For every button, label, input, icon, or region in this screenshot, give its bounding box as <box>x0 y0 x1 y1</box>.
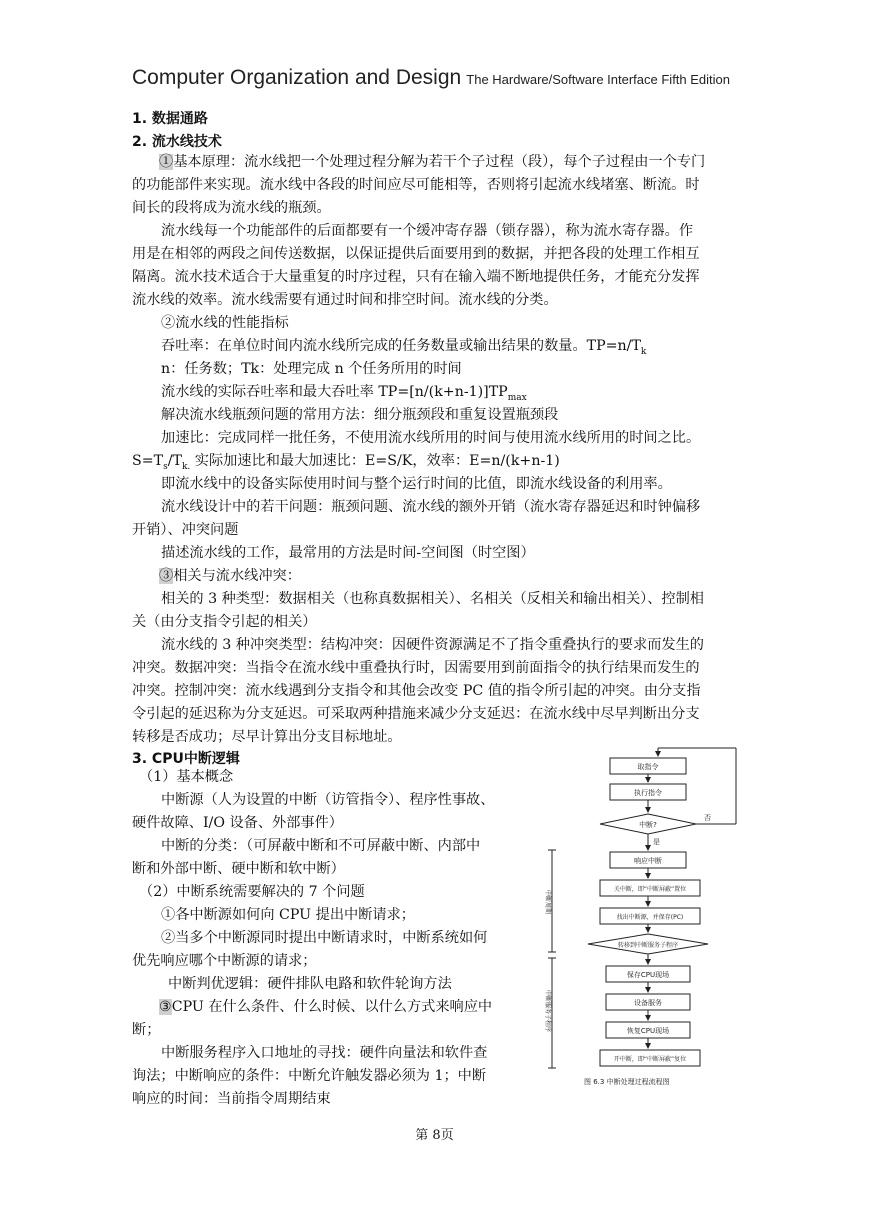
paragraph-line: 冲突。控制冲突：流水线遇到分支指令和其他会改变 PC 值的指令所引起的冲突。由分支指 <box>132 683 701 699</box>
figure-caption: 图 6.3 中断处理过程流程图 <box>584 1078 670 1086</box>
flow-text: 恢复CPU现场 <box>626 1027 670 1035</box>
paragraph-line: 开销）、冲突问题 <box>132 522 239 538</box>
paragraph-line: 转移是否成功；尽早计算出分支目标地址。 <box>132 729 402 745</box>
circled-number-1: ① <box>159 154 174 170</box>
paragraph-line: 令引起的延迟称为分支延迟。可采取两种措施来减少分支延迟：在流水线中尽早判断出分支 <box>132 706 700 722</box>
paragraph-line: ③CPU 在什么条件、什么时候、以什么方式来响应中 <box>159 999 493 1015</box>
circled-number-3b: ③ <box>159 999 172 1015</box>
flow-text: 是 <box>653 838 660 846</box>
section-heading-1: 1. 数据通路 <box>132 111 208 127</box>
flow-side-label: 中断服务子程序 <box>544 990 551 1033</box>
flow-text: 保存CPU现场 <box>626 971 670 979</box>
paragraph-line: $S=T_s/T_{k.}$ 实际加速比和最大加速比：E=S/K，效率：E=n/(k+n-1) <box>132 453 560 472</box>
paragraph-line: ②流水线的性能指标 <box>161 315 289 331</box>
paragraph-line: 流水线的效率。流水线需要有通过时间和排空时间。流水线的分类。 <box>132 292 558 308</box>
paragraph-line: 中断源（人为设置的中断（访管指令）、程序性事故、 <box>161 792 495 808</box>
paragraph-line: 中断服务程序入口地址的寻找：硬件向量法和软件查 <box>161 1045 488 1061</box>
flow-text: 转移到中断服务子程序 <box>617 942 679 949</box>
paragraph-line: 描述流水线的工作，最常用的方法是时间-空间图（时空图） <box>161 545 535 561</box>
flow-side-label: 中断周期 <box>544 890 551 915</box>
flow-text: 关中断，即“中断屏蔽”置位 <box>613 886 687 893</box>
header-title: Computer Organization and Design <box>132 66 462 89</box>
paragraph-line: 相关的 3 种类型：数据相关（也称真数据相关）、名相关（反相关和输出相关）、控制相 <box>161 591 704 607</box>
paragraph-line: 中断判优逻辑：硬件排队电路和软件轮询方法 <box>168 976 452 992</box>
section-heading-3: 3. CPU中断逻辑 <box>132 751 240 767</box>
flow-text: 响应中断 <box>634 857 662 865</box>
paragraph-line: ①各中断源如何向 CPU 提出中断请求； <box>161 907 415 923</box>
paragraph-line: 关（由分支指令引起的相关） <box>132 614 317 630</box>
flow-text: 找出中断源，并保存(PC) <box>616 914 684 921</box>
flow-text: 中断? <box>639 821 657 829</box>
paragraph-line: 流水线的实际吞吐率和最大吞吐率 $TP=[n/(k+n-1)]TP_{max}$ <box>161 384 527 403</box>
flow-text: 取指令 <box>637 763 659 771</box>
flow-text: 否 <box>704 814 711 822</box>
paragraph-line: 流水线每一个功能部件的后面都要有一个缓冲寄存器（锁存器），称为流水寄存器。作 <box>161 223 694 239</box>
page-header <box>132 66 752 90</box>
flow-text: 开中断，即“中断屏蔽”复位 <box>613 1056 687 1063</box>
paragraph-line: ②当多个中断源同时提出中断请求时，中断系统如何 <box>161 930 488 946</box>
flow-text: 设备服务 <box>634 999 662 1007</box>
section-heading-2: 2. 流水线技术 <box>132 134 222 150</box>
paragraph-line: （1）基本概念 <box>139 769 234 785</box>
paragraph-line: n：任务数；Tk：处理完成 n 个任务所用的时间 <box>161 361 462 377</box>
paragraph-line: 用是在相邻的两段之间传送数据，以保证提供后面要用到的数据，并把各段的处理工作相互 <box>132 246 700 262</box>
paragraph-line: ③相关与流水线冲突： <box>159 568 301 584</box>
interrupt-flowchart <box>538 742 756 1092</box>
flow-text: 执行指令 <box>634 789 662 797</box>
header-subtitle: The Hardware/Software Interface Fifth Edition <box>466 72 731 87</box>
paragraph-line: （2）中断系统需要解决的 7 个问题 <box>139 884 365 900</box>
paragraph-line: 优先响应哪个中断源的请求； <box>132 953 317 969</box>
paragraph-line: 即流水线中的设备实际使用时间与整个运行时间的比值，即流水线设备的利用率。 <box>161 476 672 492</box>
paragraph-line: 加速比：完成同样一批任务，不使用流水线所用的时间与使用流水线所用的时间之比。 <box>161 430 701 446</box>
paragraph-line: 间长的段将成为流水线的瓶颈。 <box>132 200 331 216</box>
paragraph-line: 硬件故障、I/O 设备、外部事件） <box>132 815 343 831</box>
paragraph-line: 冲突。数据冲突：当指令在流水线中重叠执行时，因需要用到前面指令的执行结果而发生的 <box>132 660 700 676</box>
paragraph-line: 流水线设计中的若干问题：瓶颈问题、流水线的额外开销（流水寄存器延迟和时钟偏移 <box>161 499 701 515</box>
page-number: 第 8页 <box>415 1128 454 1143</box>
circled-number-3: ③ <box>159 568 174 584</box>
paragraph-line: 响应的时间：当前指令周期结束 <box>132 1091 331 1107</box>
paragraph-line: 断和外部中断、硬中断和软中断） <box>132 861 345 877</box>
paragraph-line: 隔离。流水技术适合于大量重复的时序过程，只有在输入端不断地提供任务，才能充分发挥 <box>132 269 700 285</box>
paragraph-line: 询法；中断响应的条件：中断允许触发器必须为 1；中断 <box>132 1068 487 1084</box>
paragraph-line: ①基本原理：流水线把一个处理过程分解为若干个子过程（段），每个子过程由一个专门 <box>159 154 706 170</box>
paragraph-line: 流水线的 3 种冲突类型：结构冲突：因硬件资源满足不了指令重叠执行的要求而发生的 <box>161 637 704 653</box>
paragraph-line: 中断的分类：（可屏蔽中断和不可屏蔽中断、内部中 <box>161 838 481 854</box>
paragraph-line: 断； <box>132 1022 161 1038</box>
paragraph-line: 的功能部件来实现。流水线中各段的时间应尽可能相等，否则将引起流水线堵塞、断流。时 <box>132 177 700 193</box>
paragraph-line: 解决流水线瓶颈问题的常用方法：细分瓶颈段和重复设置瓶颈段 <box>161 407 559 423</box>
paragraph-line: 吞吐率：在单位时间内流水线所完成的任务数量或输出结果的数量。$TP=n/T_k$ <box>161 338 647 357</box>
